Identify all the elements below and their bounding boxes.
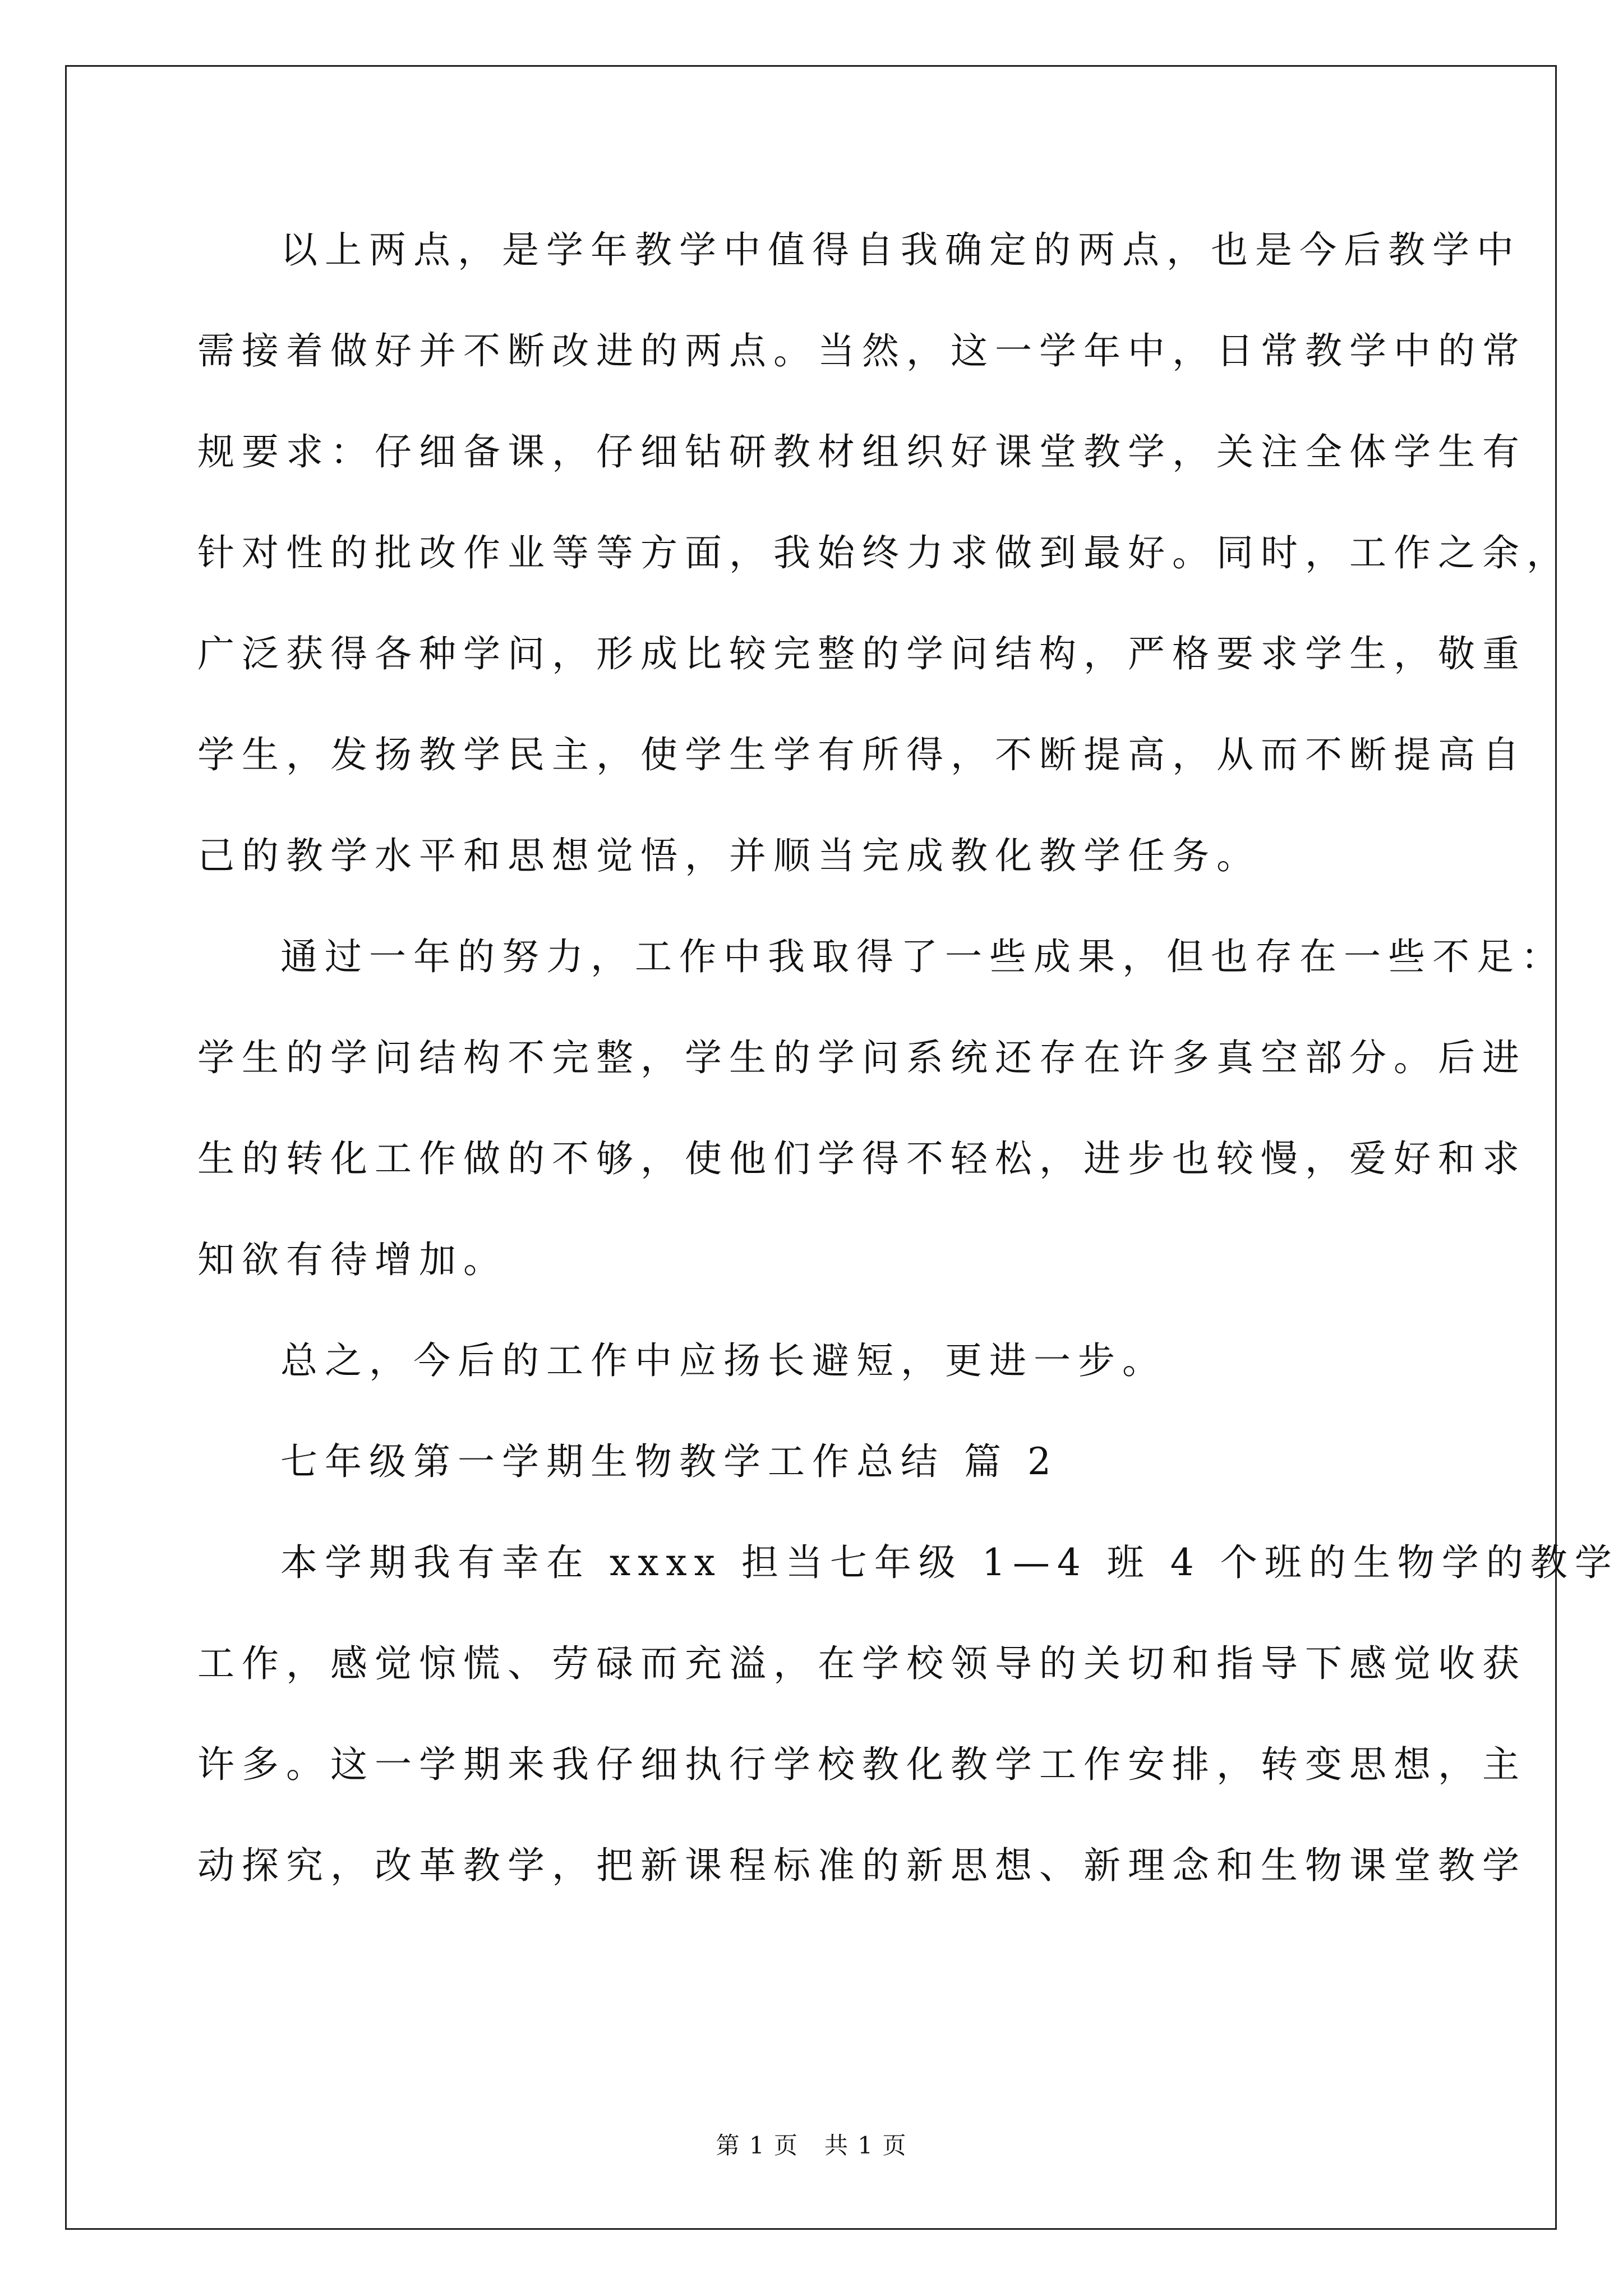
text-line: 需接着做好并不断改进的两点。当然，这一学年中，日常教学中的常 bbox=[197, 329, 1527, 372]
text-line: 工作，感觉惊慌、劳碌而充溢，在学校领导的关切和指导下感觉收获 bbox=[197, 1642, 1527, 1685]
text-line: 以上两点，是学年教学中值得自我确定的两点，也是今后教学中 bbox=[280, 228, 1521, 272]
text-line: 学生的学问结构不完整，学生的学问系统还存在许多真空部分。后进 bbox=[197, 1036, 1527, 1079]
text-line: 知欲有待增加。 bbox=[197, 1238, 508, 1281]
text-line: 通过一年的努力，工作中我取得了一些成果，但也存在一些不足： bbox=[280, 935, 1565, 978]
text-line: 动探究，改革教学，把新课程标准的新思想、新理念和生物课堂教学 bbox=[197, 1844, 1527, 1887]
text-line: 己的教学水平和思想觉悟，并顺当完成教化教学任务。 bbox=[197, 834, 1261, 877]
document-body bbox=[197, 209, 1619, 1925]
page-number-footer: 第 1 页 共 1 页 bbox=[716, 2132, 907, 2159]
text-line: 规要求：仔细备课，仔细钻研教材组织好课堂教学，关注全体学生有 bbox=[197, 430, 1527, 473]
section-heading: 七年级第一学期生物教学工作总结 篇 2 bbox=[280, 1440, 1058, 1483]
text-line: 针对性的批改作业等等方面，我始终力求做到最好。同时，工作之余， bbox=[197, 531, 1571, 574]
text-line: 学生，发扬教学民主，使学生学有所得，不断提高，从而不断提高自 bbox=[197, 733, 1527, 776]
text-line: 广泛获得各种学问，形成比较完整的学问结构，严格要求学生，敬重 bbox=[197, 632, 1527, 675]
text-line: 总之，今后的工作中应扬长避短，更进一步。 bbox=[280, 1339, 1166, 1382]
text-line: 许多。这一学期来我仔细执行学校教化教学工作安排，转变思想，主 bbox=[197, 1743, 1527, 1786]
text-line: 本学期我有幸在 xxxx 担当七年级 1—4 班 4 个班的生物学的教学 bbox=[280, 1541, 1619, 1584]
text-line: 生的转化工作做的不够，使他们学得不轻松，进步也较慢，爱好和求 bbox=[197, 1137, 1527, 1180]
